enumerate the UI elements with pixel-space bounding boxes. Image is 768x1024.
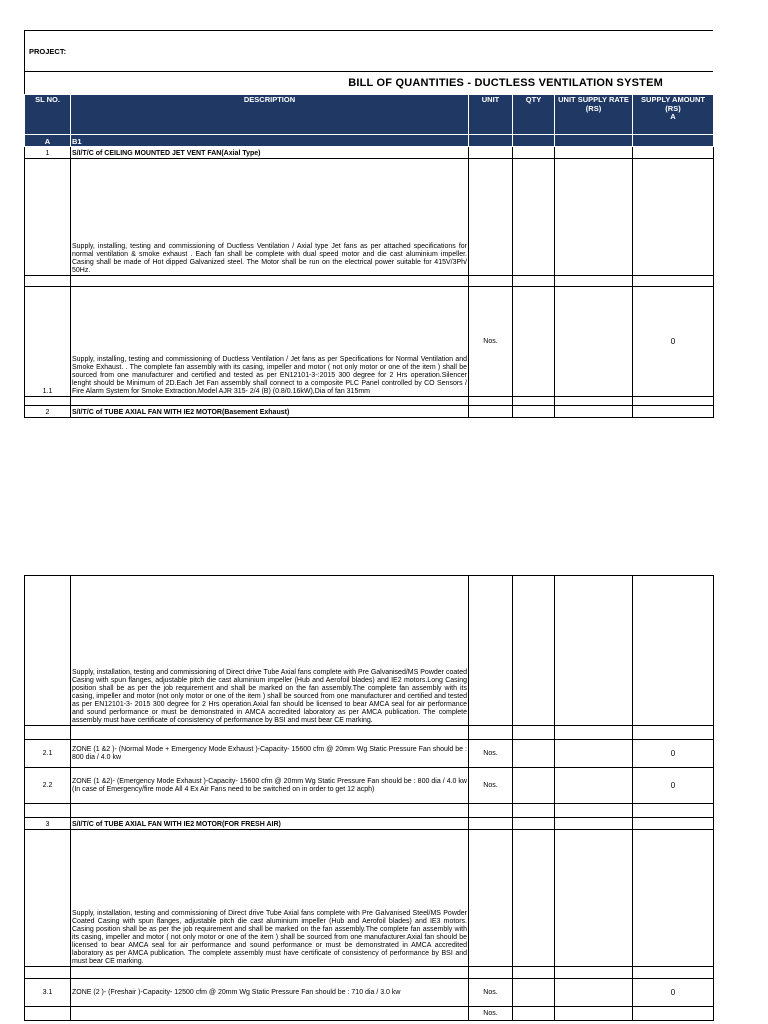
table-row-spacer [25, 804, 714, 818]
project-label: PROJECT: [29, 47, 67, 56]
table-row-spacer [25, 276, 714, 287]
boq-title: BILL OF QUANTITIES - DUCTLESS VENTILATION SYSTEM [348, 77, 663, 89]
boq-table-continued [24, 575, 714, 1021]
boq-table [24, 94, 714, 418]
table-row: 1.1 Supply, installing, testing and commissioning of Ductless Ventilation / Jet fans as per Specifications for Normal Ventilation and Smoke Exhaust. . The complete fan assembly with its casing, impeller and motor ( not only motor or one of the item ) shall be sourced from one manufacturer and certified and tested as per EN12101-3-:2015 300 degree for 2 Hrs operation.Silencer lenght should be Minimum of 2D.Each Jet Fan assembly shall connect to a composite PLC Panel controlled by CO Sensors / Fire Alarm System for Smoke Extraction.Model AJR 315- 2/4 (B) (0.8/0.16kW),Dia of fan 315mm Nos. 0 [25, 287, 714, 397]
table-row: Supply, installation, testing and commissioning of Direct drive Tube Axial fans complete with Pre Galvanised Steel/MS Powder Coated Casing with spun flanges, adjustable pitch die cast aluminium impeller (Hub and Aerofoil blades) and IE3 motors. Casing position shall be as per the job requirement and shall be marked on the fan assembly.The complete fan assembly with its casing, impeller and motor ( not only motor or one of the item ) shall be sourced from one manufacturer.Axial fan should be licensed to bear AMCA seal for air performance and sound performance or must be demonstrated in AMCA accredited laboratory as per AMCA publication. The complete assembly must have certificate of consistency of performance by BSI and must bear CE marking. [25, 830, 714, 967]
table-header [25, 95, 714, 135]
table-row: 3 S/I/T/C of TUBE AXIAL FAN WITH IE2 MOTOR(FOR FRESH AIR) [25, 818, 714, 830]
col-unit: UNIT [469, 95, 513, 135]
table-row-spacer [25, 397, 714, 406]
col-sl-no: SL NO. [25, 95, 71, 135]
table-row: Supply, installing, testing and commissioning of Ductless Ventilation / Axial type Jet fans as per attached specifications for normal ventilation & smoke exhaust . Each fan shall be complete with dual speed motor and die cast aluminium impeller. Casing shall be made of Hot dipped Galvanized steel. The Motor shall be run on the electrical power suitable for 415V/3Ph/ 50Hz. [25, 159, 714, 276]
col-qty: QTY [513, 95, 555, 135]
section-sl: A [25, 135, 71, 147]
section-row [25, 135, 714, 147]
title-row [24, 72, 713, 94]
col-description: DESCRIPTION [71, 95, 469, 135]
section-desc: B1 [71, 135, 469, 147]
col-unit-supply-rate: UNIT SUPPLY RATE (RS) [555, 95, 633, 135]
table-row: 3.1 ZONE (2 )- (Freshair )-Capacity- 12500 cfm @ 20mm Wg Static Pressure Fan should be : 710 dia / 3.0 kw Nos. 0 [25, 979, 714, 1007]
boq-sheet-top [24, 30, 713, 418]
table-row-spacer [25, 726, 714, 740]
boq-sheet-continued [24, 575, 713, 1021]
project-row [24, 30, 713, 72]
table-row-spacer [25, 967, 714, 979]
table-row: 2.1 ZONE (1 &2 )- (Normal Mode + Emergency Mode Exhaust )-Capacity- 15600 cfm @ 20mm Wg Static Pressure Fan should be : 800 dia / 4.0 kw Nos. 0 [25, 740, 714, 768]
table-row: 2.2 ZONE (1 &2)- (Emergency Mode Exhaust )-Capacity- 15600 cfm @ 20mm Wg Static Pressure Fan should be : 800 dia / 4.0 kw (In case of Emergency/fire mode All 4 Ex Air Fans need to be switched on in order to get 12 acph) Nos. 0 [25, 768, 714, 804]
table-row: Supply, installation, testing and commissioning of Direct drive Tube Axial fans complete with Pre Galvanised/MS Powder coated Casing with spun flanges, adjustable pitch die cast aluminium impeller (Hub and Aerofoil blades) and IE2 motors.Long Casing position shall be as per the job requirement and shall be marked on the fan assembly.The complete fan assembly with its casing, impeller and motor (not only motor or one of the item ) shall be sourced from one manufacturer and certified and tested as per EN12101-3- 2015 300 degree for 2 Hrs operation.Axial fan should be licensed to bear AMCA seal for air performance and sound performance or must be demonstrated in AMCA accredited laboratory as per AMCA publication. The complete assembly must have certificate of consistency of performance by BSI and must bear CE marking. [25, 576, 714, 726]
table-row: 1 S/I/T/C of CEILING MOUNTED JET VENT FAN(Axial Type) [25, 147, 714, 159]
col-supply-amount: SUPPLY AMOUNT (RS) A [633, 95, 714, 135]
table-row: Nos. [25, 1007, 714, 1021]
table-row: 2 S/I/T/C of TUBE AXIAL FAN WITH IE2 MOTOR(Basement Exhaust) [25, 406, 714, 418]
